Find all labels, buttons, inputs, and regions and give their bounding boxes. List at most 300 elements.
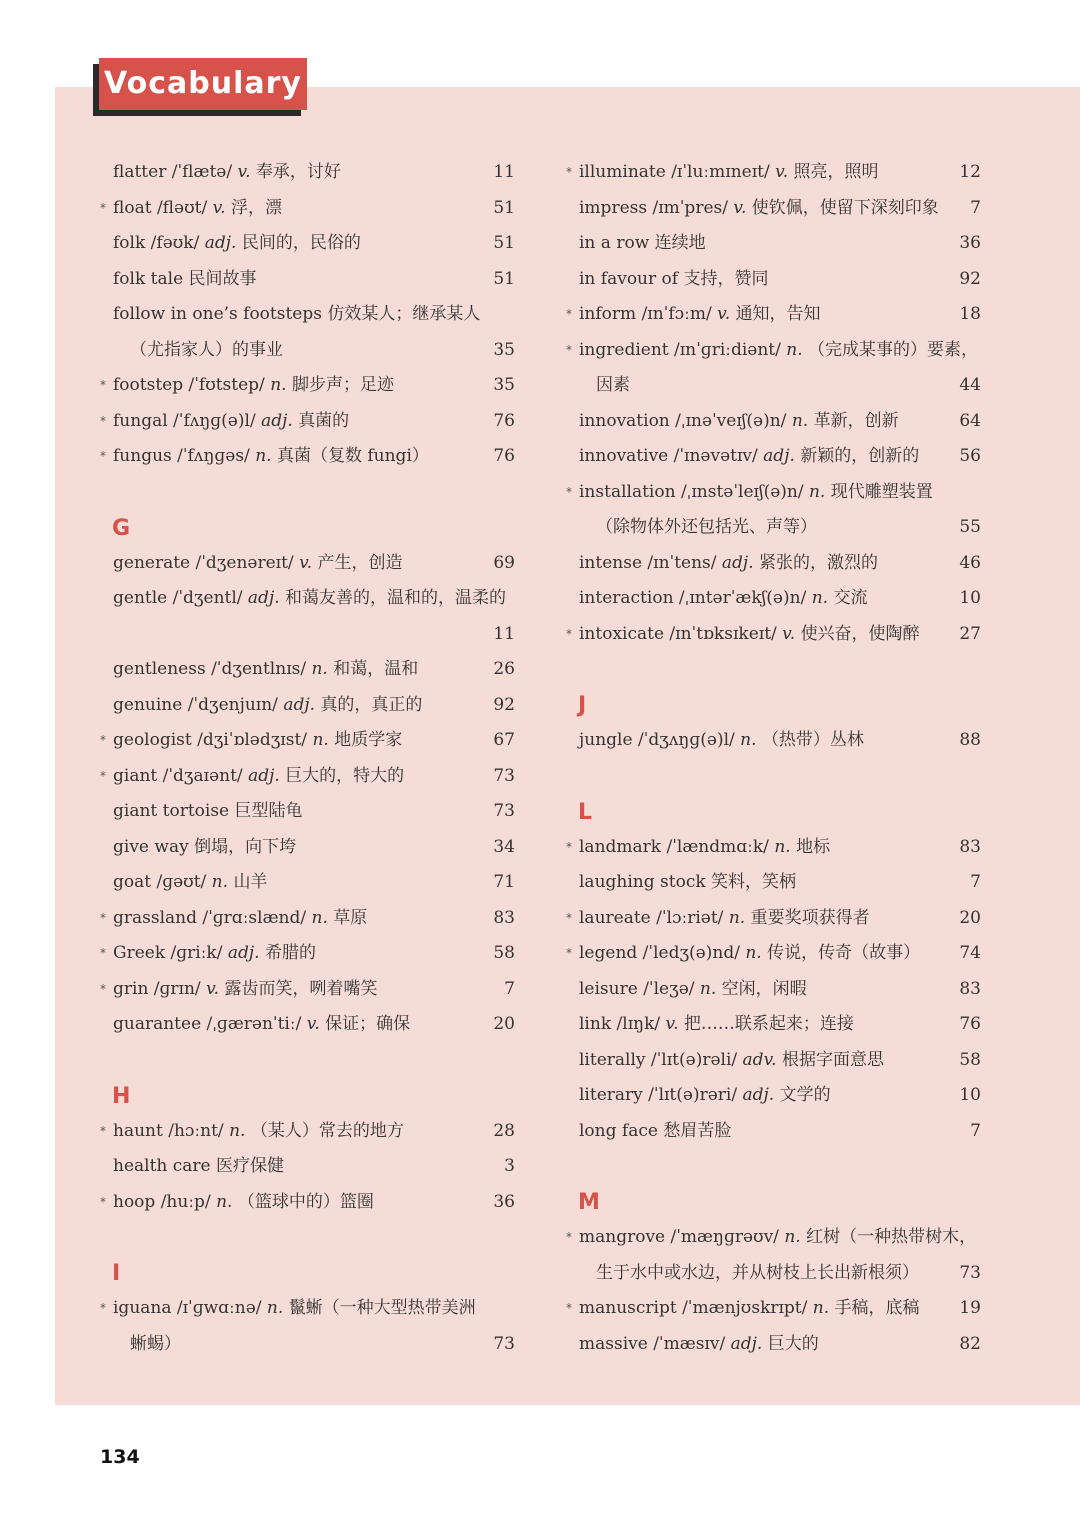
entry-word: grassland /ˈɡrɑːslænd/ xyxy=(113,907,307,928)
entry-part-of-speech: v. xyxy=(299,552,313,573)
entry-text xyxy=(113,155,341,191)
entry-text xyxy=(579,936,920,972)
entry-word: impress /ɪmˈpres/ xyxy=(579,197,728,218)
entry-line xyxy=(561,297,981,333)
entry-definition: 巨大的，特大的 xyxy=(285,765,405,786)
entry-text xyxy=(113,865,267,901)
entry-definition: 脚步声；足迹 xyxy=(291,375,394,395)
vocab-entry xyxy=(95,936,515,972)
entry-definition: 手稿，底稿 xyxy=(834,1298,920,1318)
entry-line xyxy=(95,155,515,191)
star-mark: * xyxy=(566,626,572,641)
entry-line xyxy=(561,1220,981,1256)
entry-page-number: 35 xyxy=(493,339,515,360)
entry-line xyxy=(561,1327,981,1363)
entry-definition: 笑料，笑柄 xyxy=(711,872,797,892)
vocab-entry xyxy=(95,368,515,404)
entry-definition: 民间的，民俗的 xyxy=(241,233,361,253)
entry-page-number: 83 xyxy=(959,836,981,857)
vocab-entry xyxy=(95,723,515,759)
entry-line xyxy=(561,546,981,582)
entry-text xyxy=(579,475,933,511)
entry-line xyxy=(95,652,515,688)
entry-text xyxy=(113,901,367,937)
vocab-entry xyxy=(95,830,515,866)
entry-continuation: 因素 xyxy=(596,375,630,395)
entry-page-number: 36 xyxy=(959,233,981,253)
vocab-entry xyxy=(561,865,981,901)
entry-word: long face xyxy=(579,1120,658,1141)
entry-word: intense /ɪnˈtens/ xyxy=(579,552,717,573)
entry-line xyxy=(561,368,981,404)
section-letter-label: I xyxy=(112,1261,121,1286)
entry-text xyxy=(113,830,296,866)
entry-word: gentleness /ˈdʒentlnɪs/ xyxy=(113,659,307,679)
entry-line xyxy=(95,1149,515,1185)
vocab-entry xyxy=(95,794,515,830)
section-letter xyxy=(561,759,981,830)
entry-line xyxy=(95,368,515,404)
entry-part-of-speech: adj. xyxy=(227,943,260,963)
vocab-entry xyxy=(561,155,981,191)
entry-part-of-speech: n. xyxy=(229,1120,246,1141)
entry-word: giant /ˈdʒaɪənt/ xyxy=(113,765,243,786)
entry-text xyxy=(113,1149,284,1185)
entry-part-of-speech: v. xyxy=(665,1014,679,1034)
entry-word: link /lɪŋk/ xyxy=(579,1014,661,1034)
entry-definition: 使钦佩，使留下深刻印象 xyxy=(751,197,939,218)
star-mark: * xyxy=(100,200,106,215)
left-column xyxy=(95,155,515,1362)
entry-line xyxy=(95,901,515,937)
entry-definition: 连续地 xyxy=(654,233,706,253)
entry-text xyxy=(113,1007,410,1043)
entry-word: Greek /ɡriːk/ xyxy=(113,943,223,963)
star-mark: * xyxy=(566,910,572,925)
vocab-entry xyxy=(561,226,981,262)
entry-part-of-speech: v. xyxy=(206,978,220,999)
entry-part-of-speech: n. xyxy=(808,481,826,502)
entry-line xyxy=(561,475,981,511)
vocab-entry xyxy=(95,865,515,901)
vocab-entry xyxy=(561,1007,981,1043)
vocab-entry xyxy=(561,830,981,866)
entry-line xyxy=(561,191,981,227)
entry-line xyxy=(561,936,981,972)
entry-text xyxy=(579,972,807,1008)
vocab-entry xyxy=(95,901,515,937)
entry-definition: 倒塌，向下垮 xyxy=(194,836,297,857)
entry-line xyxy=(561,439,981,475)
entry-page-number: 56 xyxy=(959,446,981,466)
entry-word: innovative /ˈɪnəvətɪv/ xyxy=(579,446,758,466)
entry-text xyxy=(113,652,418,688)
entry-definition: 草原 xyxy=(333,907,368,928)
star-mark: * xyxy=(566,839,572,854)
entry-part-of-speech: n. xyxy=(211,872,229,892)
entry-page-number: 46 xyxy=(959,552,981,573)
entry-definition: 真菌（复数 fungi） xyxy=(276,446,429,466)
entry-definition: 仿效某人；继承某人 xyxy=(327,304,481,324)
entry-word: in a row xyxy=(579,233,650,253)
entry-text xyxy=(579,155,879,191)
entry-part-of-speech: n. xyxy=(812,1298,830,1318)
star-mark: * xyxy=(100,1194,106,1209)
section-letter-label: M xyxy=(578,1190,600,1215)
entry-text xyxy=(579,723,864,759)
entry-text xyxy=(113,1114,404,1150)
entry-part-of-speech: v. xyxy=(306,1014,320,1034)
vocab-entry xyxy=(561,1220,981,1291)
entry-word: float /fləʊt/ xyxy=(113,197,208,218)
entry-page-number: 51 xyxy=(493,233,515,253)
entry-page-number: 58 xyxy=(493,943,515,963)
entry-text xyxy=(579,546,878,582)
page-number: 134 xyxy=(100,1446,140,1468)
entry-page-number: 28 xyxy=(493,1120,515,1141)
star-mark: * xyxy=(100,733,106,747)
entry-part-of-speech: adj. xyxy=(204,233,237,253)
entry-text xyxy=(579,297,821,333)
vocab-entry xyxy=(95,439,515,475)
entry-line xyxy=(561,510,981,546)
star-mark: * xyxy=(100,946,106,960)
entry-word: health care xyxy=(113,1156,211,1176)
entry-part-of-speech: n. xyxy=(311,907,328,928)
star-mark: * xyxy=(566,165,572,179)
entry-line xyxy=(95,936,515,972)
entry-part-of-speech: adj. xyxy=(248,765,280,786)
entry-line xyxy=(95,794,515,830)
entry-word: fungus /ˈfʌŋɡəs/ xyxy=(113,446,250,466)
entry-text xyxy=(579,262,768,298)
entry-page-number: 73 xyxy=(493,765,515,786)
entry-word: generate /ˈdʒenəreɪt/ xyxy=(113,552,294,573)
entry-page-number: 83 xyxy=(493,907,515,928)
entry-word: goat /ɡəʊt/ xyxy=(113,872,207,892)
entry-definition: 重要奖项获得者 xyxy=(750,907,870,928)
entry-page-number: 7 xyxy=(970,1120,981,1141)
vocab-entry xyxy=(561,439,981,475)
entry-part-of-speech: v. xyxy=(212,197,226,218)
entry-word: footstep /ˈfʊtstep/ xyxy=(113,375,265,395)
vocab-entry xyxy=(561,1078,981,1114)
entry-page-number: 11 xyxy=(493,623,515,644)
entry-page-number: 10 xyxy=(959,588,981,608)
entry-page-number: 88 xyxy=(959,730,981,750)
entry-page-number: 92 xyxy=(493,694,515,715)
entry-line xyxy=(561,333,981,369)
entry-part-of-speech: v. xyxy=(782,623,796,644)
entry-part-of-speech: adj. xyxy=(730,1333,763,1354)
entry-text xyxy=(113,936,316,972)
section-letter xyxy=(95,1220,515,1291)
entry-definition: 革新，创新 xyxy=(813,410,899,431)
entry-line xyxy=(95,617,515,653)
entry-word: massive /ˈmæsɪv/ xyxy=(579,1333,726,1354)
entry-line xyxy=(95,865,515,901)
entry-page-number: 67 xyxy=(493,730,515,750)
vocab-entry xyxy=(561,475,981,546)
entry-page-number: 18 xyxy=(959,304,981,324)
entry-page-number: 51 xyxy=(493,197,515,218)
vocab-entry xyxy=(95,1007,515,1043)
entry-continuation: 蜥蜴） xyxy=(130,1333,181,1354)
vocab-entry xyxy=(95,155,515,191)
entry-page-number: 7 xyxy=(970,872,981,892)
entry-word: manuscript /ˈmænjʊskrɪpt/ xyxy=(579,1298,808,1318)
entry-definition: 新颖的，创新的 xyxy=(800,446,920,466)
entry-line xyxy=(95,262,515,298)
entry-definition: 鬣蜥（一种大型热带美洲 xyxy=(288,1298,476,1318)
entry-page-number: 7 xyxy=(504,978,515,999)
entry-definition: 现代雕塑装置 xyxy=(830,481,933,502)
vocabulary-banner: Vocabulary xyxy=(99,58,307,110)
entry-line xyxy=(561,581,981,617)
entry-part-of-speech: adj. xyxy=(283,694,316,715)
entry-definition: 空闲，闲暇 xyxy=(721,978,807,999)
entry-line xyxy=(561,262,981,298)
entry-part-of-speech: v. xyxy=(733,197,747,218)
entry-line xyxy=(95,333,515,369)
entry-text xyxy=(579,439,919,475)
entry-part-of-speech: n. xyxy=(791,410,809,431)
entry-text xyxy=(579,1291,920,1327)
entry-definition: 真菌的 xyxy=(298,410,350,431)
entry-line xyxy=(95,226,515,262)
section-letter-label: J xyxy=(578,693,587,718)
entry-text xyxy=(579,1327,819,1363)
entry-part-of-speech: adj. xyxy=(763,446,795,466)
entry-text xyxy=(579,1043,884,1079)
entry-part-of-speech: adj. xyxy=(742,1085,775,1105)
entry-line xyxy=(95,546,515,582)
entry-line xyxy=(561,226,981,262)
entry-text xyxy=(113,226,361,262)
entry-line xyxy=(561,1007,981,1043)
entry-line xyxy=(95,581,515,617)
section-letter xyxy=(95,475,515,546)
entry-part-of-speech: n. xyxy=(312,730,329,750)
entry-page-number: 51 xyxy=(493,268,515,289)
vocab-entry xyxy=(561,581,981,617)
entry-text xyxy=(579,830,830,866)
entry-line xyxy=(95,1007,515,1043)
entry-definition: 紧张的，激烈的 xyxy=(759,552,879,573)
entry-page-number: 36 xyxy=(493,1191,515,1212)
vocab-entry xyxy=(561,972,981,1008)
entry-page-number: 20 xyxy=(493,1014,515,1034)
entry-page-number: 73 xyxy=(493,1333,515,1354)
entry-definition: 巨大的 xyxy=(767,1333,819,1354)
entry-text xyxy=(113,794,303,830)
entry-word: gentle /ˈdʒentl/ xyxy=(113,588,243,608)
star-mark: * xyxy=(100,413,106,428)
entry-page-number: 44 xyxy=(959,375,981,395)
star-mark: * xyxy=(566,307,572,321)
star-mark: * xyxy=(566,484,572,499)
entry-definition: 支持，赞同 xyxy=(683,268,769,289)
entry-page-number: 19 xyxy=(959,1298,981,1318)
entry-page-number: 73 xyxy=(959,1262,981,1283)
entry-line xyxy=(95,1291,515,1327)
entry-word: inform /ɪnˈfɔːm/ xyxy=(579,304,712,324)
entry-part-of-speech: n. xyxy=(311,659,328,679)
vocab-entry xyxy=(561,901,981,937)
entry-definition: 巨型陆龟 xyxy=(234,801,303,821)
entry-definition: 浮，漂 xyxy=(231,197,282,218)
entry-part-of-speech: n. xyxy=(786,339,803,360)
vocab-entry xyxy=(561,1043,981,1079)
entry-text xyxy=(579,901,870,937)
entry-text xyxy=(113,297,480,333)
vocab-entry xyxy=(95,297,515,368)
entry-word: illuminate /ɪˈluːmɪneɪt/ xyxy=(579,162,770,182)
entry-line xyxy=(561,1256,981,1292)
entry-line xyxy=(561,617,981,653)
entry-line xyxy=(95,439,515,475)
entry-text xyxy=(113,191,282,227)
entry-text xyxy=(579,1078,831,1114)
entry-part-of-speech: adj. xyxy=(261,410,293,431)
entry-definition: 露齿而笑，咧着嘴笑 xyxy=(224,978,378,999)
entry-word: literary /ˈlɪt(ə)rəri/ xyxy=(579,1085,738,1105)
entry-line xyxy=(95,830,515,866)
entry-word: landmark /ˈlændmɑːk/ xyxy=(579,836,769,857)
entry-definition: 交流 xyxy=(833,588,868,608)
star-mark: * xyxy=(100,449,106,463)
entry-word: leisure /ˈleʒə/ xyxy=(579,978,695,999)
entry-line xyxy=(561,865,981,901)
entry-definition: 愁眉苦脸 xyxy=(663,1120,732,1141)
entry-page-number: 55 xyxy=(959,517,981,537)
entry-page-number: 69 xyxy=(493,552,515,573)
entry-text xyxy=(113,972,377,1008)
entry-part-of-speech: n. xyxy=(270,375,287,395)
entry-page-number: 20 xyxy=(959,907,981,928)
entry-page-number: 71 xyxy=(493,872,515,892)
vocab-entry xyxy=(561,191,981,227)
star-mark: * xyxy=(100,981,106,996)
entry-word: folk /fəʊk/ xyxy=(113,233,200,253)
entry-page-number: 73 xyxy=(493,801,515,821)
entry-page-number: 74 xyxy=(959,943,981,963)
vocab-entry xyxy=(95,404,515,440)
entry-definition: 希腊的 xyxy=(264,943,316,963)
vocab-entry xyxy=(561,1114,981,1150)
entry-definition: 医疗保健 xyxy=(216,1156,285,1176)
entry-definition: 使兴奋，使陶醉 xyxy=(800,623,920,644)
vocab-entry xyxy=(95,972,515,1008)
entry-word: flatter /ˈflætə/ xyxy=(113,162,233,182)
entry-word: innovation /ˌɪnəˈveɪʃ(ə)n/ xyxy=(579,410,787,431)
entry-line xyxy=(561,723,981,759)
entry-part-of-speech: n. xyxy=(255,446,272,466)
entry-text xyxy=(579,226,706,262)
entry-text xyxy=(579,333,978,369)
entry-page-number: 12 xyxy=(959,162,981,182)
entry-text xyxy=(113,688,422,724)
entry-line xyxy=(95,191,515,227)
entry-definition: （篮球中的）篮圈 xyxy=(237,1191,374,1212)
entry-definition: （完成某事的）要素， xyxy=(808,339,979,360)
entry-text xyxy=(113,404,349,440)
entry-continuation: （尤指家人）的事业 xyxy=(130,339,283,360)
entry-line xyxy=(95,972,515,1008)
entry-line xyxy=(561,1043,981,1079)
entry-text xyxy=(579,404,899,440)
entry-continuation: （除物体外还包括光、声等） xyxy=(596,517,817,537)
vocab-entry xyxy=(95,262,515,298)
entry-line xyxy=(561,1291,981,1327)
entry-part-of-speech: n. xyxy=(740,730,757,750)
entry-word: giant tortoise xyxy=(113,801,230,821)
entry-page-number: 83 xyxy=(959,978,981,999)
entry-text xyxy=(579,581,867,617)
entry-text xyxy=(113,546,402,582)
vocab-entry xyxy=(561,936,981,972)
entry-word: ingredient /ɪnˈɡriːdiənt/ xyxy=(579,339,781,360)
entry-definition: 产生，创造 xyxy=(317,552,403,573)
entry-continuation: 生于水中或水边，并从树枝上长出新根须） xyxy=(596,1262,919,1283)
entry-word: intoxicate /ɪnˈtɒksɪkeɪt/ xyxy=(579,623,777,644)
entry-definition: 真的，真正的 xyxy=(320,694,423,715)
star-mark: * xyxy=(100,910,106,925)
vocab-entry xyxy=(561,1291,981,1327)
entry-line xyxy=(561,1078,981,1114)
entry-line xyxy=(95,1185,515,1221)
entry-definition: 根据字面意思 xyxy=(781,1049,884,1070)
entry-line xyxy=(95,759,515,795)
entry-line xyxy=(95,1114,515,1150)
entry-text xyxy=(113,262,257,298)
entry-part-of-speech: n. xyxy=(216,1191,233,1212)
vocab-entry xyxy=(95,226,515,262)
entry-definition: 民间故事 xyxy=(188,268,257,289)
entry-word: laughing stock xyxy=(579,872,706,892)
entry-word: genuine /ˈdʒenjuɪn/ xyxy=(113,694,278,715)
star-mark: * xyxy=(566,1230,572,1244)
star-mark: * xyxy=(566,1301,572,1315)
entry-page-number: 82 xyxy=(959,1333,981,1354)
entry-page-number: 11 xyxy=(493,162,515,182)
vocab-entry xyxy=(561,297,981,333)
entry-definition: 红树（一种热带树木， xyxy=(806,1227,977,1247)
entry-line xyxy=(561,972,981,1008)
star-mark: * xyxy=(566,946,572,960)
entry-word: jungle /ˈdʒʌŋɡ(ə)l/ xyxy=(579,730,735,750)
entry-page-number: 76 xyxy=(959,1014,981,1034)
entry-word: give way xyxy=(113,836,189,857)
entry-definition: 文学的 xyxy=(779,1085,831,1105)
entry-word: interaction /ˌɪntərˈækʃ(ə)n/ xyxy=(579,588,807,608)
entry-word: fungal /ˈfʌŋɡ(ə)l/ xyxy=(113,410,256,431)
entry-part-of-speech: v. xyxy=(775,162,789,182)
entry-page-number: 34 xyxy=(493,836,515,857)
entry-part-of-speech: n. xyxy=(774,836,791,857)
entry-part-of-speech: n. xyxy=(699,978,717,999)
entry-line xyxy=(95,1327,515,1363)
entry-part-of-speech: n. xyxy=(745,943,762,963)
vocab-entry xyxy=(561,723,981,759)
entry-part-of-speech: adj. xyxy=(721,552,754,573)
entry-text xyxy=(579,865,796,901)
section-letter-label: G xyxy=(112,515,131,541)
section-letter-label: L xyxy=(578,799,593,825)
vocab-entry xyxy=(95,688,515,724)
star-mark: * xyxy=(100,1301,106,1315)
entry-word: hoop /huːp/ xyxy=(113,1191,211,1212)
